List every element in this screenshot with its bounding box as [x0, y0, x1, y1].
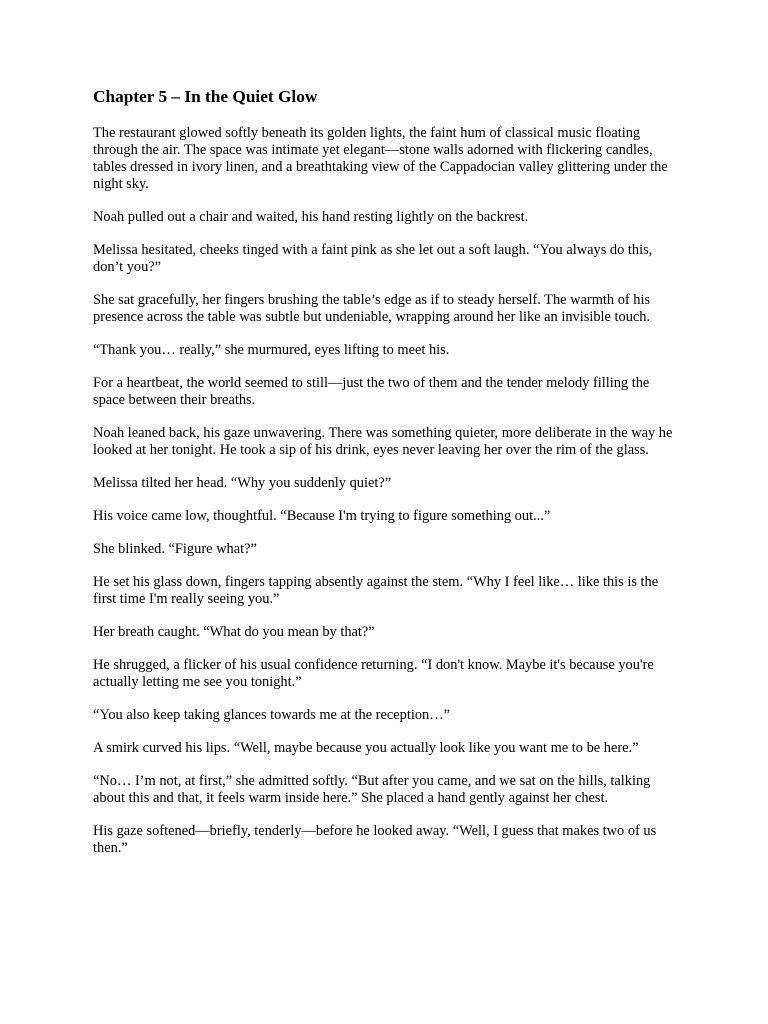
paragraph: Melissa tilted her head. “Why you suddenly quiet?” [93, 475, 392, 491]
paragraph: He shrugged, a flicker of his usual confidence returning. “I don't know. Maybe it's because you're actually letting me see you tonight.” [93, 657, 654, 690]
paragraph: Her breath caught. “What do you mean by that?” [93, 624, 375, 640]
paragraph: “Thank you… really,” she murmured, eyes lifting to meet his. [93, 342, 450, 358]
paragraph: She blinked. “Figure what?” [93, 541, 257, 557]
paragraph: The restaurant glowed softly beneath its golden lights, the faint hum of classical music floating through the air. The space was intimate yet elegant—stone walls adorned with flickering candles, tables dressed in ivory linen, and a breathtaking view of the Cappadocian valley glittering under the night sky. [93, 125, 668, 192]
paragraph: “No… I’m not, at first,” she admitted softly. “But after you came, and we sat on the hills, talking about this and that, it feels warm inside here.” She placed a hand gently against her chest. [93, 773, 651, 806]
paragraph: He set his glass down, fingers tapping absently against the stem. “Why I feel like… like this is the first time I'm really seeing you.” [93, 574, 659, 607]
paragraph: Melissa hesitated, cheeks tinged with a faint pink as she let out a soft laugh. “You always do this, don’t you?” [93, 242, 653, 275]
paragraph: “You also keep taking glances towards me at the reception…” [93, 707, 450, 723]
paragraph: Noah leaned back, his gaze unwavering. There was something quieter, more deliberate in the way he looked at her tonight. He took a sip of his drink, eyes never leaving her over the rim of the glass. [93, 425, 673, 458]
paragraph: A smirk curved his lips. “Well, maybe because you actually look like you want me to be here.” [93, 740, 639, 756]
document-page [93, 86, 683, 873]
paragraph: She sat gracefully, her fingers brushing the table’s edge as if to steady herself. The warmth of his presence across the table was subtle but undeniable, wrapping around her like an invisible touch. [93, 292, 651, 325]
paragraph: Noah pulled out a chair and waited, his hand resting lightly on the backrest. [93, 209, 529, 225]
paragraph: For a heartbeat, the world seemed to still—just the two of them and the tender melody filling the space between their breaths. [93, 375, 650, 408]
chapter-title: Chapter 5 – In the Quiet Glow [93, 87, 318, 106]
paragraph: His gaze softened—briefly, tenderly—before he looked away. “Well, I guess that makes two of us then.” [93, 823, 657, 856]
paragraph: His voice came low, thoughtful. “Because I'm trying to figure something out...” [93, 508, 551, 524]
